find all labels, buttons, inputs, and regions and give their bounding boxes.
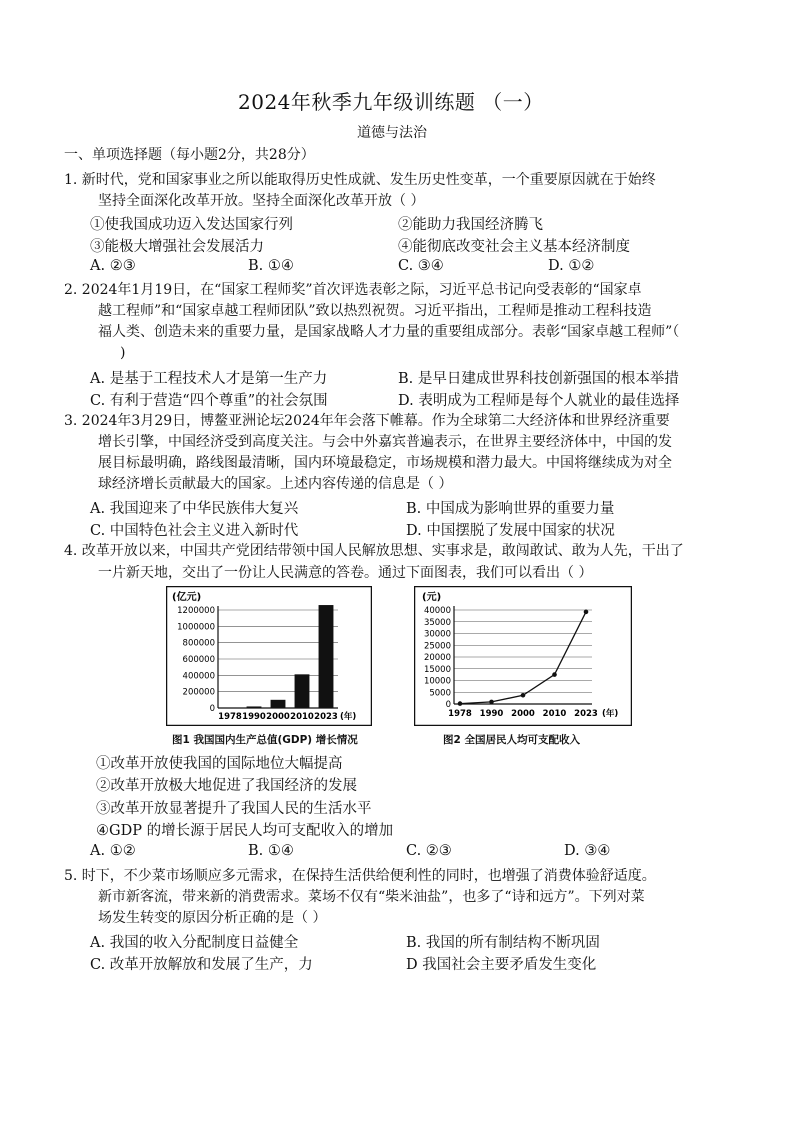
question-text-line: 坚持全面深化改革开放。坚持全面深化改革开放（ ） xyxy=(98,193,425,209)
y-tick-label: 400000 xyxy=(182,671,215,682)
x-tick-label: 2000 xyxy=(266,712,290,722)
statement-item: ①改革开放使我国的国际地位大幅提高 xyxy=(96,756,343,772)
statement-item: ③改革开放显著提升了我国人民的生活水平 xyxy=(96,801,372,817)
y-axis-label: (元) xyxy=(422,592,442,603)
data-point xyxy=(458,701,463,706)
question-text-line: 福人类、创造未来的重要力量，是国家战略人才力量的重要组成部分。表彰“国家卓越工程师”（ xyxy=(98,324,680,340)
data-point xyxy=(552,672,557,677)
question-text-line: ) xyxy=(120,345,126,361)
question-text-line: 新市新客流，带来新的消费需求。菜场不仅有“柴米油盐”，也多了“诗和远方”。下列对菜 xyxy=(98,889,645,905)
y-tick-label: 30000 xyxy=(423,629,451,640)
y-tick-label: 40000 xyxy=(423,606,451,616)
page-title: 2024年秋季九年级训练题 （一） xyxy=(238,90,544,114)
chart-caption: 图2 全国居民人均可支配收入 xyxy=(443,734,580,746)
option-d[interactable]: D. 表明成为工程师是每个人就业的最佳选择 xyxy=(398,393,680,409)
x-axis-label: (年) xyxy=(340,712,357,722)
option-b[interactable]: B. ①④ xyxy=(248,843,294,859)
x-tick-label: 2023 xyxy=(314,712,338,722)
gdp-bar-chart xyxy=(166,586,372,726)
option-d[interactable]: D. 中国摆脱了发展中国家的状况 xyxy=(406,523,615,539)
question-text-line: 2. 2024年1月19日，在“国家工程师奖”首次评选表彰之际，习近平总书记向受表彰的“国家卓 xyxy=(64,282,642,298)
y-tick-label: 600000 xyxy=(182,655,215,665)
option-a[interactable]: A. ②③ xyxy=(90,258,136,274)
question-text-line: 3. 2024年3月29日，博鳌亚洲论坛2024年年会落下帷幕。作为全球第二大经济体和世界经济重要 xyxy=(64,413,670,429)
option-c[interactable]: C. 改革开放解放和发展了生产，力 xyxy=(90,957,313,973)
question-text-line: 增长引擎，中国经济受到高度关注。与会中外嘉宾普遍表示，在世界主要经济体中，中国的发 xyxy=(98,434,672,450)
y-tick-label: 25000 xyxy=(423,641,451,652)
question-text-line: 一片新天地，交出了一份让人民满意的答卷。通过下面图表，我们可以看出（ ） xyxy=(98,565,593,581)
option-b[interactable]: B. 我国的所有制结构不断巩固 xyxy=(406,935,600,951)
option-d[interactable]: D. ③④ xyxy=(564,843,611,859)
x-tick-label: 1990 xyxy=(242,712,266,722)
question-text-line: 1. 新时代，党和国家事业之所以能取得历史性成就、发生历史性变革，一个重要原因就在于始终 xyxy=(64,172,656,188)
y-tick-label: 1000000 xyxy=(177,622,215,633)
question-text-line: 展目标最明确，路线图最清晰，国内环境最稳定，市场规模和潜力最大。中国将继续成为对全 xyxy=(98,455,672,471)
x-tick-label: 2023 xyxy=(574,709,598,719)
option-a[interactable]: A. 是基于工程技术人才是第一生产力 xyxy=(90,371,328,387)
statement-item: ④GDP 的增长源于居民人均可支配收入的增加 xyxy=(96,823,394,839)
statement-item: ②改革开放极大地促进了我国经济的发展 xyxy=(96,778,357,794)
question-text-line: 越工程师”和“国家卓越工程师团队”致以热烈祝贺。习近平指出，工程师是推动工程科技造 xyxy=(98,303,652,319)
section-heading: 一、单项选择题（每小题2分，共28分） xyxy=(64,147,315,163)
x-tick-label: 2010 xyxy=(542,709,567,719)
statement-item: ①使我国成功迈入发达国家行列 xyxy=(90,217,293,233)
data-point xyxy=(521,693,526,698)
y-axis-label: (亿元) xyxy=(172,592,202,603)
x-tick-label: 2010 xyxy=(290,712,314,722)
bar xyxy=(247,706,262,708)
y-tick-label: 0 xyxy=(209,704,215,714)
income-line-chart xyxy=(414,586,632,726)
y-tick-label: 200000 xyxy=(182,687,215,698)
bar xyxy=(319,605,334,708)
question-text-line: 5. 时下，不少菜市场顺应多元需求，在保持生活供给便利性的同时，也增强了消费体验舒适度。 xyxy=(64,868,656,884)
y-tick-label: 800000 xyxy=(182,638,215,649)
data-point xyxy=(584,610,589,615)
option-c[interactable]: C. 有利于营造“四个尊重”的社会氛围 xyxy=(90,393,328,409)
statement-item: ③能极大增强社会发展活力 xyxy=(90,239,264,255)
option-b[interactable]: B. 中国成为影响世界的重要力量 xyxy=(406,501,615,517)
x-tick-label: 1990 xyxy=(479,709,504,719)
option-a[interactable]: A. ①② xyxy=(90,843,136,859)
option-c[interactable]: C. 中国特色社会主义进入新时代 xyxy=(90,523,299,539)
data-point xyxy=(489,700,494,705)
y-tick-label: 15000 xyxy=(423,664,451,675)
option-c[interactable]: C. ②③ xyxy=(406,843,452,859)
y-tick-label: 0 xyxy=(445,700,451,710)
option-c[interactable]: C. ③④ xyxy=(398,258,444,274)
subject-title: 道德与法治 xyxy=(357,125,427,141)
y-tick-label: 20000 xyxy=(423,653,451,663)
statement-item: ②能助力我国经济腾飞 xyxy=(398,217,543,233)
option-b[interactable]: B. ①④ xyxy=(248,258,294,274)
y-tick-label: 10000 xyxy=(423,676,451,687)
x-tick-label: 2000 xyxy=(511,709,535,719)
y-tick-label: 1200000 xyxy=(177,606,215,616)
option-a[interactable]: A. 我国迎来了中华民族伟大复兴 xyxy=(90,501,299,517)
option-d[interactable]: D. ①② xyxy=(548,258,595,274)
x-tick-label: 1978 xyxy=(448,709,472,719)
chart-caption: 图1 我国国内生产总值(GDP) 增长情况 xyxy=(172,734,358,746)
statement-item: ④能彻底改变社会主义基本经济制度 xyxy=(398,239,630,255)
question-text-line: 场发生转变的原因分析正确的是（ ） xyxy=(98,910,327,926)
option-d[interactable]: D 我国社会主要矛盾发生变化 xyxy=(406,957,597,973)
y-tick-label: 5000 xyxy=(429,688,451,699)
question-text-line: 4. 改革开放以来，中国共产党团结带领中国人民解放思想、实事求是，敢闯敢试、敢为人先，干出了 xyxy=(64,543,684,559)
y-tick-label: 35000 xyxy=(423,617,451,628)
question-text-line: 球经济增长贡献最大的国家。上述内容传递的信息是（ ） xyxy=(98,476,453,492)
bar xyxy=(271,700,286,708)
series-line xyxy=(460,612,586,704)
bar xyxy=(295,674,310,708)
x-axis-label: (年) xyxy=(602,709,619,719)
option-b[interactable]: B. 是早日建成世界科技创新强国的根本举措 xyxy=(398,371,679,387)
x-tick-label: 1978 xyxy=(218,712,242,722)
option-a[interactable]: A. 我国的收入分配制度日益健全 xyxy=(90,935,299,951)
